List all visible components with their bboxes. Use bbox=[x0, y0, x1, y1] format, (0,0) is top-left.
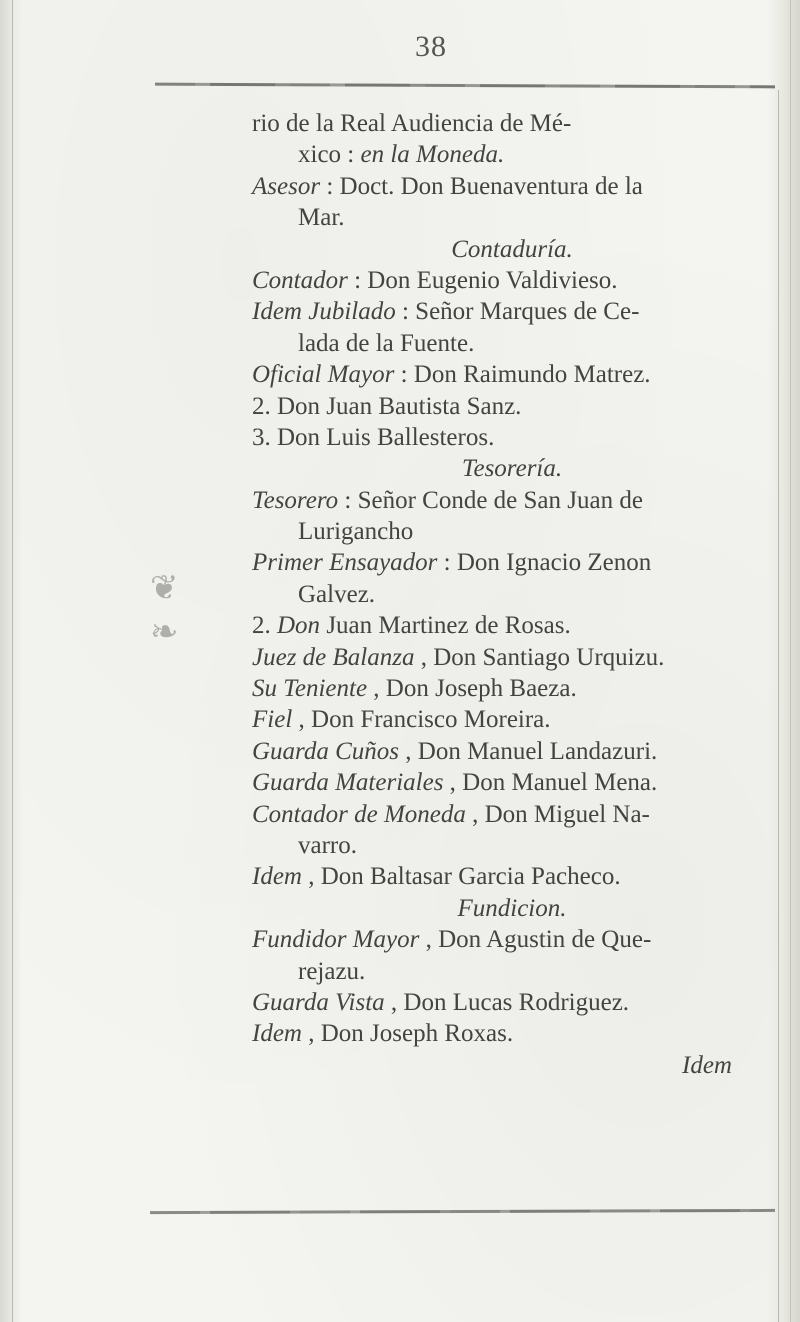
text-line bbox=[252, 202, 772, 233]
text-line bbox=[252, 108, 772, 139]
roman-text: , Don Santiago Urquizu. bbox=[414, 643, 665, 671]
italic-text: en la Moneda. bbox=[360, 141, 505, 169]
italic-text: Fundidor Mayor bbox=[252, 926, 420, 954]
text-line bbox=[252, 830, 772, 861]
page-binding-shadow-left bbox=[0, 0, 22, 1322]
roman-text: , Don Manuel Landazuri. bbox=[399, 737, 658, 765]
italic-text: Tesorero bbox=[252, 486, 339, 514]
binding-line bbox=[12, 0, 13, 1322]
italic-text: Idem Jubilado bbox=[252, 298, 396, 326]
roman-text: rejazu. bbox=[298, 957, 366, 985]
italic-text: Contador bbox=[252, 266, 348, 294]
text-line bbox=[252, 956, 772, 987]
italic-text: Idem bbox=[252, 863, 302, 891]
text-line bbox=[252, 924, 772, 955]
roman-text: Mar. bbox=[298, 204, 345, 232]
roman-text: Lurigancho bbox=[298, 518, 414, 546]
text-line bbox=[252, 799, 772, 830]
text-line bbox=[252, 610, 772, 641]
text-line bbox=[252, 422, 772, 453]
roman-text: : Doct. Don Buenaventura de la bbox=[320, 172, 643, 200]
text-line bbox=[252, 673, 772, 704]
roman-text: Galvez. bbox=[298, 580, 376, 608]
text-line bbox=[252, 642, 772, 673]
text-line bbox=[252, 296, 772, 327]
text-line bbox=[252, 453, 772, 484]
roman-text: , Don Joseph Baeza. bbox=[367, 675, 577, 703]
italic-text: Contaduría. bbox=[451, 235, 573, 263]
roman-text: , Don Agustin de Que- bbox=[419, 926, 652, 954]
roman-text: xico : bbox=[298, 141, 361, 169]
text-line bbox=[252, 1050, 772, 1081]
roman-text: : Señor Conde de San Juan de bbox=[338, 486, 643, 514]
roman-text: , Don Lucas Rodriguez. bbox=[384, 988, 630, 1016]
italic-text: Don bbox=[277, 612, 321, 640]
text-line bbox=[252, 391, 772, 422]
text-line bbox=[252, 987, 772, 1018]
roman-text: : Señor Marques de Ce- bbox=[395, 298, 640, 326]
roman-text: , Don Baltasar Garcia Pacheco. bbox=[301, 863, 621, 891]
header-rule bbox=[155, 83, 775, 89]
italic-text: Asesor bbox=[252, 172, 321, 200]
italic-text: Guarda Vista bbox=[252, 988, 385, 1016]
roman-text: 2. Don Juan Bautista Sanz. bbox=[252, 392, 522, 420]
text-line bbox=[252, 139, 772, 170]
page-number: 38 bbox=[415, 30, 447, 63]
text-line bbox=[252, 171, 772, 202]
text-line bbox=[252, 767, 772, 798]
text-line bbox=[252, 736, 772, 767]
italic-text: Tesorería. bbox=[461, 455, 563, 483]
text-line bbox=[252, 234, 772, 265]
roman-text: : Don Eugenio Valdivieso. bbox=[347, 266, 618, 294]
roman-text: , Don Joseph Roxas. bbox=[301, 1020, 514, 1048]
document-body bbox=[252, 108, 772, 1081]
page-edge-shadow-right bbox=[768, 0, 800, 1322]
text-line bbox=[252, 265, 772, 296]
text-line bbox=[252, 547, 772, 578]
roman-text: : Don Raimundo Matrez. bbox=[394, 361, 651, 389]
italic-text: Idem bbox=[252, 1020, 302, 1048]
edge-line bbox=[790, 0, 791, 1322]
italic-text: Contador de Moneda bbox=[252, 800, 466, 828]
roman-text: rio de la Real Audiencia de Mé- bbox=[252, 110, 572, 137]
italic-text: Su Teniente bbox=[252, 675, 368, 703]
stain-mark: ❧ bbox=[150, 614, 179, 651]
stain-mark: ❦ bbox=[150, 570, 179, 607]
roman-text: lada de la Fuente. bbox=[298, 329, 475, 357]
text-line bbox=[252, 1018, 772, 1049]
roman-text: varro. bbox=[298, 831, 357, 859]
italic-text: Fiel bbox=[252, 706, 293, 734]
roman-text: Juan Martinez de Rosas. bbox=[320, 612, 571, 640]
text-line bbox=[252, 893, 772, 924]
footer-rule bbox=[150, 1209, 775, 1214]
text-line bbox=[252, 359, 772, 390]
roman-text: 2. bbox=[252, 612, 277, 640]
italic-text: Idem bbox=[682, 1051, 732, 1079]
roman-text: , Don Francisco Moreira. bbox=[292, 706, 551, 734]
roman-text: , Don Miguel Na- bbox=[465, 800, 650, 828]
italic-text: Guarda Materiales bbox=[252, 769, 444, 797]
text-line bbox=[252, 861, 772, 892]
italic-text: Primer Ensayador bbox=[252, 549, 438, 577]
edge-line bbox=[778, 90, 779, 1322]
italic-text: Guarda Cuños bbox=[252, 737, 400, 765]
italic-text: Fundicion. bbox=[457, 894, 567, 922]
text-line bbox=[252, 328, 772, 359]
roman-text: 3. Don Luis Ballesteros. bbox=[252, 423, 495, 451]
text-line bbox=[252, 485, 772, 516]
text-line bbox=[252, 579, 772, 610]
italic-text: Juez de Balanza bbox=[252, 643, 415, 671]
text-line bbox=[252, 516, 772, 547]
roman-text: : Don Ignacio Zenon bbox=[437, 549, 652, 577]
roman-text: , Don Manuel Mena. bbox=[443, 769, 658, 797]
text-line bbox=[252, 704, 772, 735]
italic-text: Oficial Mayor bbox=[252, 361, 395, 389]
